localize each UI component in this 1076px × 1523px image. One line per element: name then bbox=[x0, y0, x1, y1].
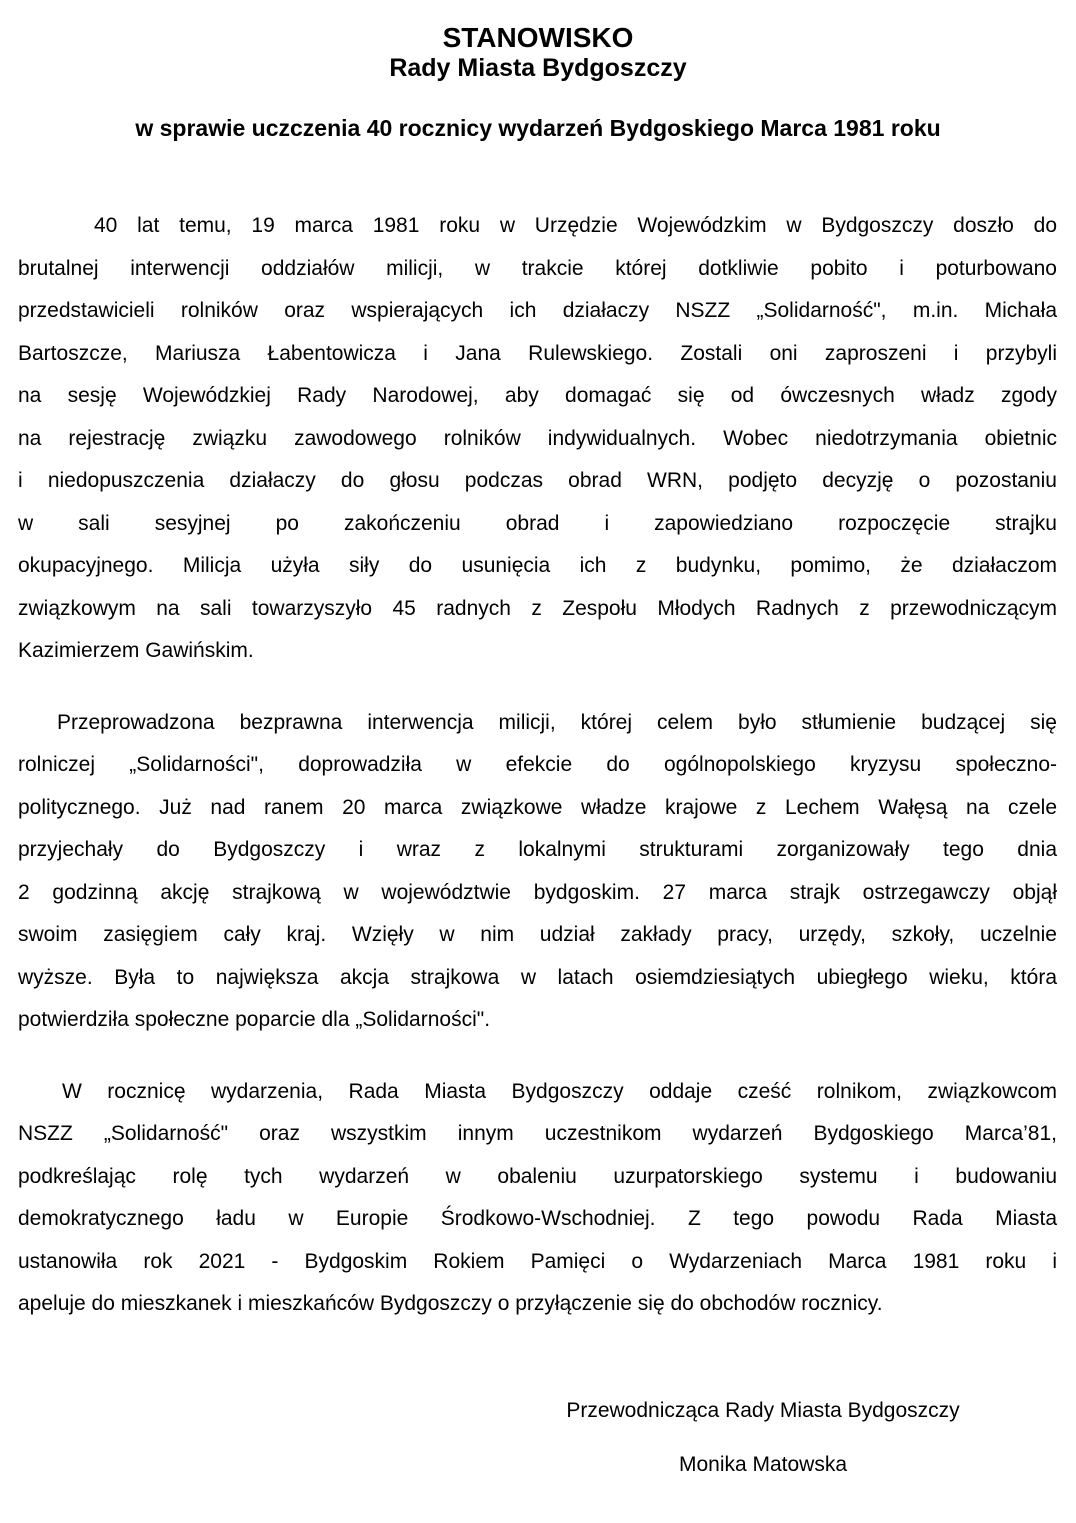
paragraph-line: W rocznicę wydarzenia, Rada Miasta Bydgoszczy oddaje cześć rolnikom, związkowcom bbox=[62, 1079, 1057, 1103]
document-header bbox=[0, 0, 1076, 141]
paragraph-3 bbox=[18, 1071, 1057, 1326]
signature-name: Monika Matowska bbox=[678, 1452, 848, 1476]
paragraph-line: okupacyjnego. Milicja użyła siły do usunięcia ich z budynku, pomimo, że działaczom bbox=[18, 554, 1057, 577]
paragraph-line: NSZZ „Solidarność" oraz wszystkim innym uczestnikom wydarzeń Bydgoskiego Marca’81, bbox=[18, 1122, 1057, 1145]
organization-name: Rady Miasta Bydgoszczy bbox=[389, 54, 687, 82]
paragraph-line: ustanowiła rok 2021 - Bydgoskim Rokiem Pamięci o Wydarzeniach Marca 1981 roku i bbox=[18, 1249, 1057, 1273]
signature-block bbox=[543, 1398, 983, 1478]
paragraph-line: wyższe. Była to największa akcja strajkowa w latach osiemdziesiątych ubiegłego wieku, która bbox=[18, 965, 1057, 989]
paragraph-line: podkreślając rolę tych wydarzeń w obaleniu uzurpatorskiego systemu i budowaniu bbox=[18, 1164, 1057, 1188]
paragraph-line: na sesję Wojewódzkiej Rady Narodowej, aby domagać się od ówczesnych władz zgody bbox=[18, 384, 1057, 407]
document-body bbox=[0, 205, 1076, 1478]
paragraph-line: politycznego. Już nad ranem 20 marca związkowe władze krajowe z Lechem Wałęsą na czele bbox=[18, 795, 1057, 819]
paragraph-line: przyjechały do Bydgoszczy i wraz z lokalnymi strukturami zorganizowały tego dnia bbox=[18, 838, 1057, 861]
paragraph-line: potwierdziła społeczne poparcie dla „Solidarności". bbox=[18, 1008, 491, 1031]
paragraph-line: brutalnej interwencji oddziałów milicji, w trakcie której dotkliwie pobito i poturbowano bbox=[18, 256, 1057, 280]
paragraph-2 bbox=[18, 702, 1057, 1042]
paragraph-line: związkowym na sali towarzyszyło 45 radnych z Zespołu Młodych Radnych z przewodniczącym bbox=[18, 596, 1057, 620]
paragraph-line: Bartoszcze, Mariusza Łabentowicza i Jana Rulewskiego. Zostali oni zaproszeni i przybyli bbox=[18, 341, 1057, 365]
document-subject: w sprawie uczczenia 40 rocznicy wydarzeń Bydgoskiego Marca 1981 roku bbox=[135, 115, 941, 141]
paragraph-line: apeluje do mieszkanek i mieszkańców Bydgoszczy o przyłączenie się do obchodów rocznicy. bbox=[18, 1292, 883, 1315]
paragraph-line: demokratycznego ładu w Europie Środkowo-Wschodniej. Z tego powodu Rada Miasta bbox=[18, 1207, 1057, 1230]
paragraph-line: swoim zasięgiem cały kraj. Wzięły w nim udział zakłady pracy, urzędy, szkoły, uczelnie bbox=[18, 923, 1057, 946]
paragraph-line: na rejestrację związku zawodowego rolników indywidualnych. Wobec niedotrzymania obietnic bbox=[18, 426, 1057, 450]
paragraph-line: Kazimierzem Gawińskim. bbox=[18, 639, 254, 662]
paragraph-line: 2 godzinną akcję strajkową w województwie bydgoskim. 27 marca strajk ostrzegawczy objął bbox=[18, 880, 1057, 904]
paragraph-line: i niedopuszczenia działaczy do głosu podczas obrad WRN, podjęto decyzję o pozostaniu bbox=[18, 469, 1057, 492]
paragraph-line: rolniczej „Solidarności", doprowadziła w efekcie do ogólnopolskiego kryzysu społeczno- bbox=[18, 753, 1057, 776]
paragraph-line: 40 lat temu, 19 marca 1981 roku w Urzędzie Wojewódzkim w Bydgoszczy doszło do bbox=[94, 214, 1057, 237]
signature-role: Przewodnicząca Rady Miasta Bydgoszczy bbox=[566, 1398, 960, 1422]
document-title: STANOWISKO bbox=[442, 22, 634, 53]
paragraph-line: Przeprowadzona bezprawna interwencja milicji, której celem było stłumienie budzącej się bbox=[57, 710, 1057, 734]
paragraph-line: przedstawicieli rolników oraz wspierających ich działaczy NSZZ „Solidarność", m.in. Michała bbox=[18, 299, 1057, 322]
paragraph-line: w sali sesyjnej po zakończeniu obrad i zapowiedziano rozpoczęcie strajku bbox=[18, 511, 1057, 535]
paragraph-1 bbox=[18, 205, 1057, 673]
